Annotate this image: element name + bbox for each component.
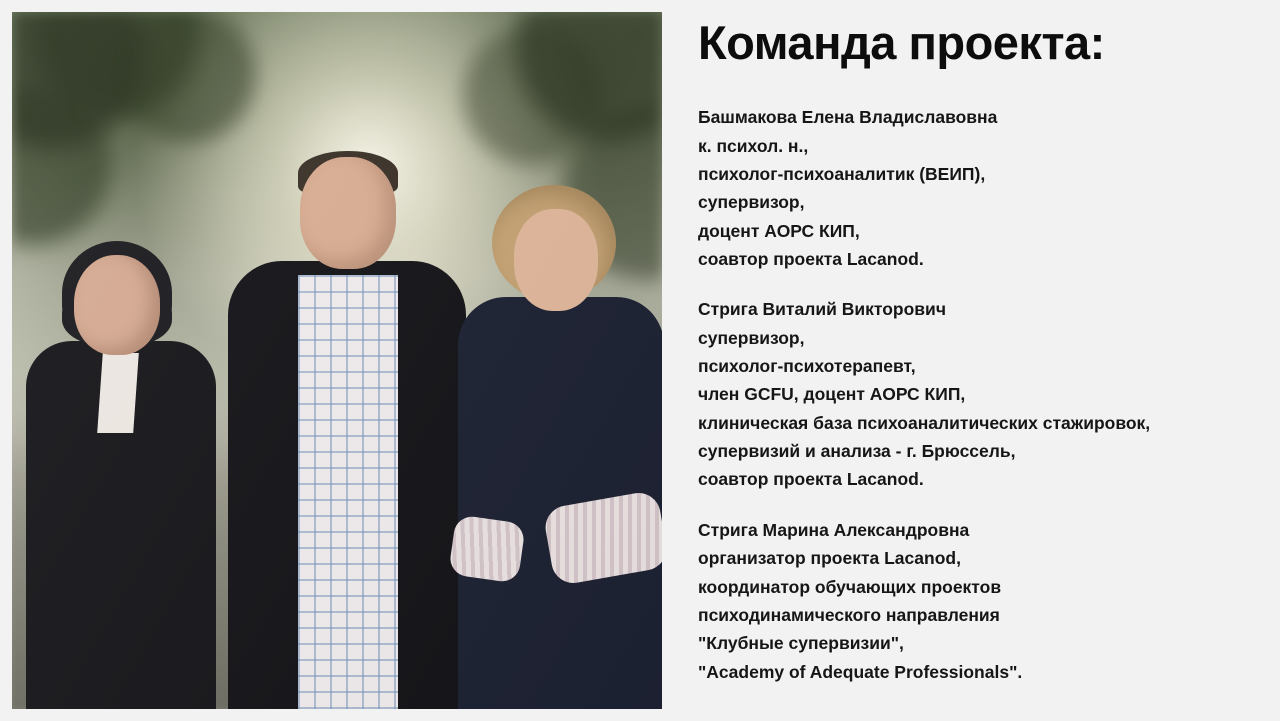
member-detail: соавтор проекта Lacanod. <box>698 249 924 270</box>
photo-person-left <box>26 249 216 709</box>
member-block-striga-marina <box>698 516 1264 686</box>
page-title: Команда проекта: <box>698 16 1105 69</box>
person-center-shirt <box>298 275 398 709</box>
person-left-shirt <box>97 353 139 433</box>
person-right-head <box>514 209 598 311</box>
member-detail: координатор обучающих проектов <box>698 576 1002 597</box>
member-detail: супервизор, <box>698 192 805 213</box>
member-name: Стрига Марина Александровна <box>698 519 970 540</box>
member-detail: психодинамического направления <box>698 604 1000 625</box>
member-detail: супервизор, <box>698 327 805 348</box>
team-text-panel <box>698 0 1264 721</box>
member-detail: "Клубные супервизии", <box>698 633 904 654</box>
person-left-head <box>74 255 160 355</box>
member-detail: к. психол. н., <box>698 135 809 156</box>
person-center-head <box>300 157 396 269</box>
member-name: Стрига Виталий Викторович <box>698 299 946 320</box>
team-photo <box>12 12 662 709</box>
member-detail: психолог-психотерапевт, <box>698 356 916 377</box>
member-block-striga-vitaliy <box>698 295 1264 493</box>
member-detail: "Academy of Adequate Professionals". <box>698 661 1023 682</box>
member-block-bashmakova <box>698 103 1264 273</box>
member-detail: клиническая база психоаналитических стажировок, <box>698 412 1151 433</box>
member-detail: супервизий и анализа - г. Брюссель, <box>698 441 1016 462</box>
member-detail: организатор проекта Lacanod, <box>698 548 961 569</box>
member-name: Башмакова Елена Владиславовна <box>698 107 998 128</box>
member-detail: доцент АОРС КИП, <box>698 220 860 241</box>
member-detail: психолог-психоаналитик (ВЕИП), <box>698 164 986 185</box>
person-right-sleeve-secondary <box>448 514 526 583</box>
photo-person-right <box>452 189 662 709</box>
member-detail: член GCFU, доцент АОРС КИП, <box>698 384 966 405</box>
photo-person-center <box>228 149 466 709</box>
member-detail: соавтор проекта Lacanod. <box>698 469 924 490</box>
